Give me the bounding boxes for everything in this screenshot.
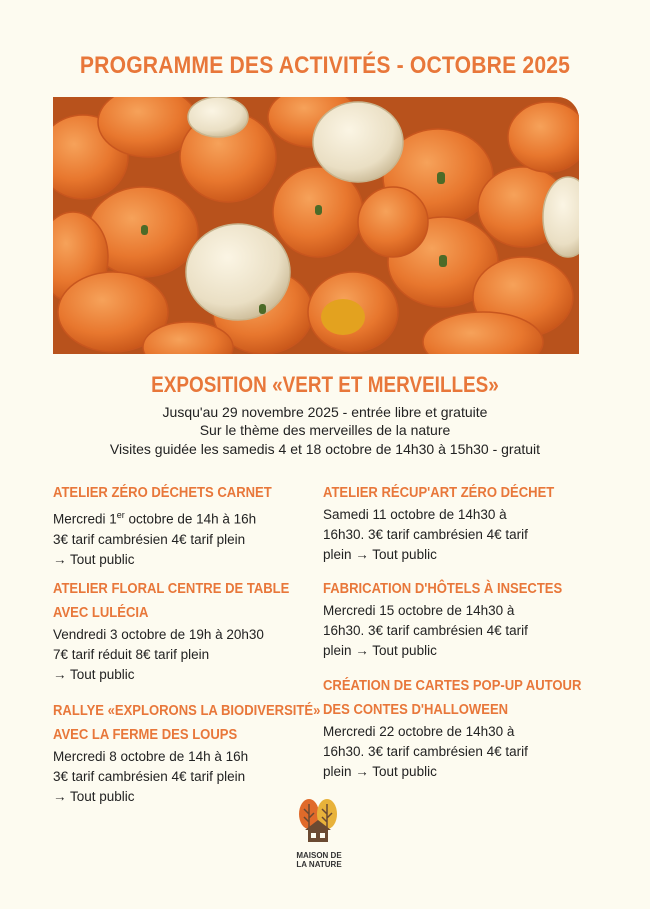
activity-price: 3€ tarif cambrésien 4€ tarif plein	[53, 531, 246, 547]
activity-title: ATELIER FLORAL CENTRE DE TABLE	[53, 581, 290, 597]
activity-title: FABRICATION D'HÔTELS À INSECTES	[323, 581, 563, 597]
activity-price: 16h30. 3€ tarif cambrésien 4€ tarif	[323, 527, 528, 542]
exposition-dates: Jusqu'au 29 novembre 2025 - entrée libre et gratuite	[162, 404, 488, 420]
activity-audience: → Tout public	[53, 789, 135, 804]
exposition-guided-visits: Visites guidée les samedis 4 et 18 octobre de 14h30 à 15h30 - gratuit	[109, 441, 541, 457]
activity-price: 16h30. 3€ tarif cambrésien 4€ tarif	[323, 744, 528, 759]
maison-de-la-nature-logo	[291, 796, 347, 886]
logo-text-line2: LA NATURE	[296, 860, 342, 869]
exposition-theme: Sur le thème des merveilles de la nature	[199, 422, 451, 438]
page-title: PROGRAMME DES ACTIVITÉS - OCTOBRE 2025	[79, 52, 571, 79]
pumpkins-illustration	[53, 97, 579, 354]
activity-cartes-pop-up	[323, 674, 593, 782]
exposition-title: EXPOSITION «VERT ET MERVEILLES»	[151, 372, 499, 397]
activity-title-line2: DES CONTES D'HALLOWEEN	[323, 702, 509, 718]
activity-price: 16h30. 3€ tarif cambrésien 4€ tarif	[323, 623, 528, 638]
hero-image	[53, 97, 579, 354]
activity-atelier-floral	[53, 577, 323, 685]
activity-date: Mercredi 15 octobre de 14h30 à	[323, 603, 515, 618]
activity-audience: plein → Tout public	[323, 547, 437, 562]
activity-title: CRÉATION DE CARTES POP-UP AUTOUR	[323, 678, 582, 694]
tree-house-icon	[291, 796, 347, 846]
activity-hotels-insectes	[323, 577, 593, 661]
activity-date: Mercredi 8 octobre de 14h à 16h	[53, 749, 249, 764]
activity-date: Vendredi 3 octobre de 19h à 20h30	[53, 627, 264, 642]
logo-text-line1: MAISON DE	[296, 851, 342, 860]
activity-title-line2: AVEC LULÉCIA	[53, 605, 149, 621]
activity-price: 3€ tarif cambrésien 4€ tarif plein	[53, 769, 246, 784]
activity-rallye-biodiversite	[53, 699, 323, 807]
activity-date: Mercredi 1er octobre de 14h à 16h	[53, 510, 257, 527]
activity-date: Mercredi 22 octobre de 14h30 à	[323, 724, 515, 739]
activity-zero-dechets-carnet	[53, 481, 323, 570]
activity-audience: → Tout public	[53, 667, 135, 682]
activity-audience: plein → Tout public	[323, 643, 437, 658]
activity-price: 7€ tarif réduit 8€ tarif plein	[53, 647, 210, 662]
activity-title: ATELIER RÉCUP'ART ZÉRO DÉCHET	[323, 485, 555, 501]
activity-audience: → Tout public	[53, 551, 135, 567]
activity-title-line2: AVEC LA FERME DES LOUPS	[53, 727, 238, 743]
activity-date: Samedi 11 octobre de 14h30 à	[323, 507, 507, 522]
activity-title: RALLYE «EXPLORONS LA BIODIVERSITÉ»	[53, 703, 321, 719]
activity-audience: plein → Tout public	[323, 764, 437, 779]
activity-title: ATELIER ZÉRO DÉCHETS CARNET	[53, 485, 272, 501]
activity-recup-art	[323, 481, 593, 565]
